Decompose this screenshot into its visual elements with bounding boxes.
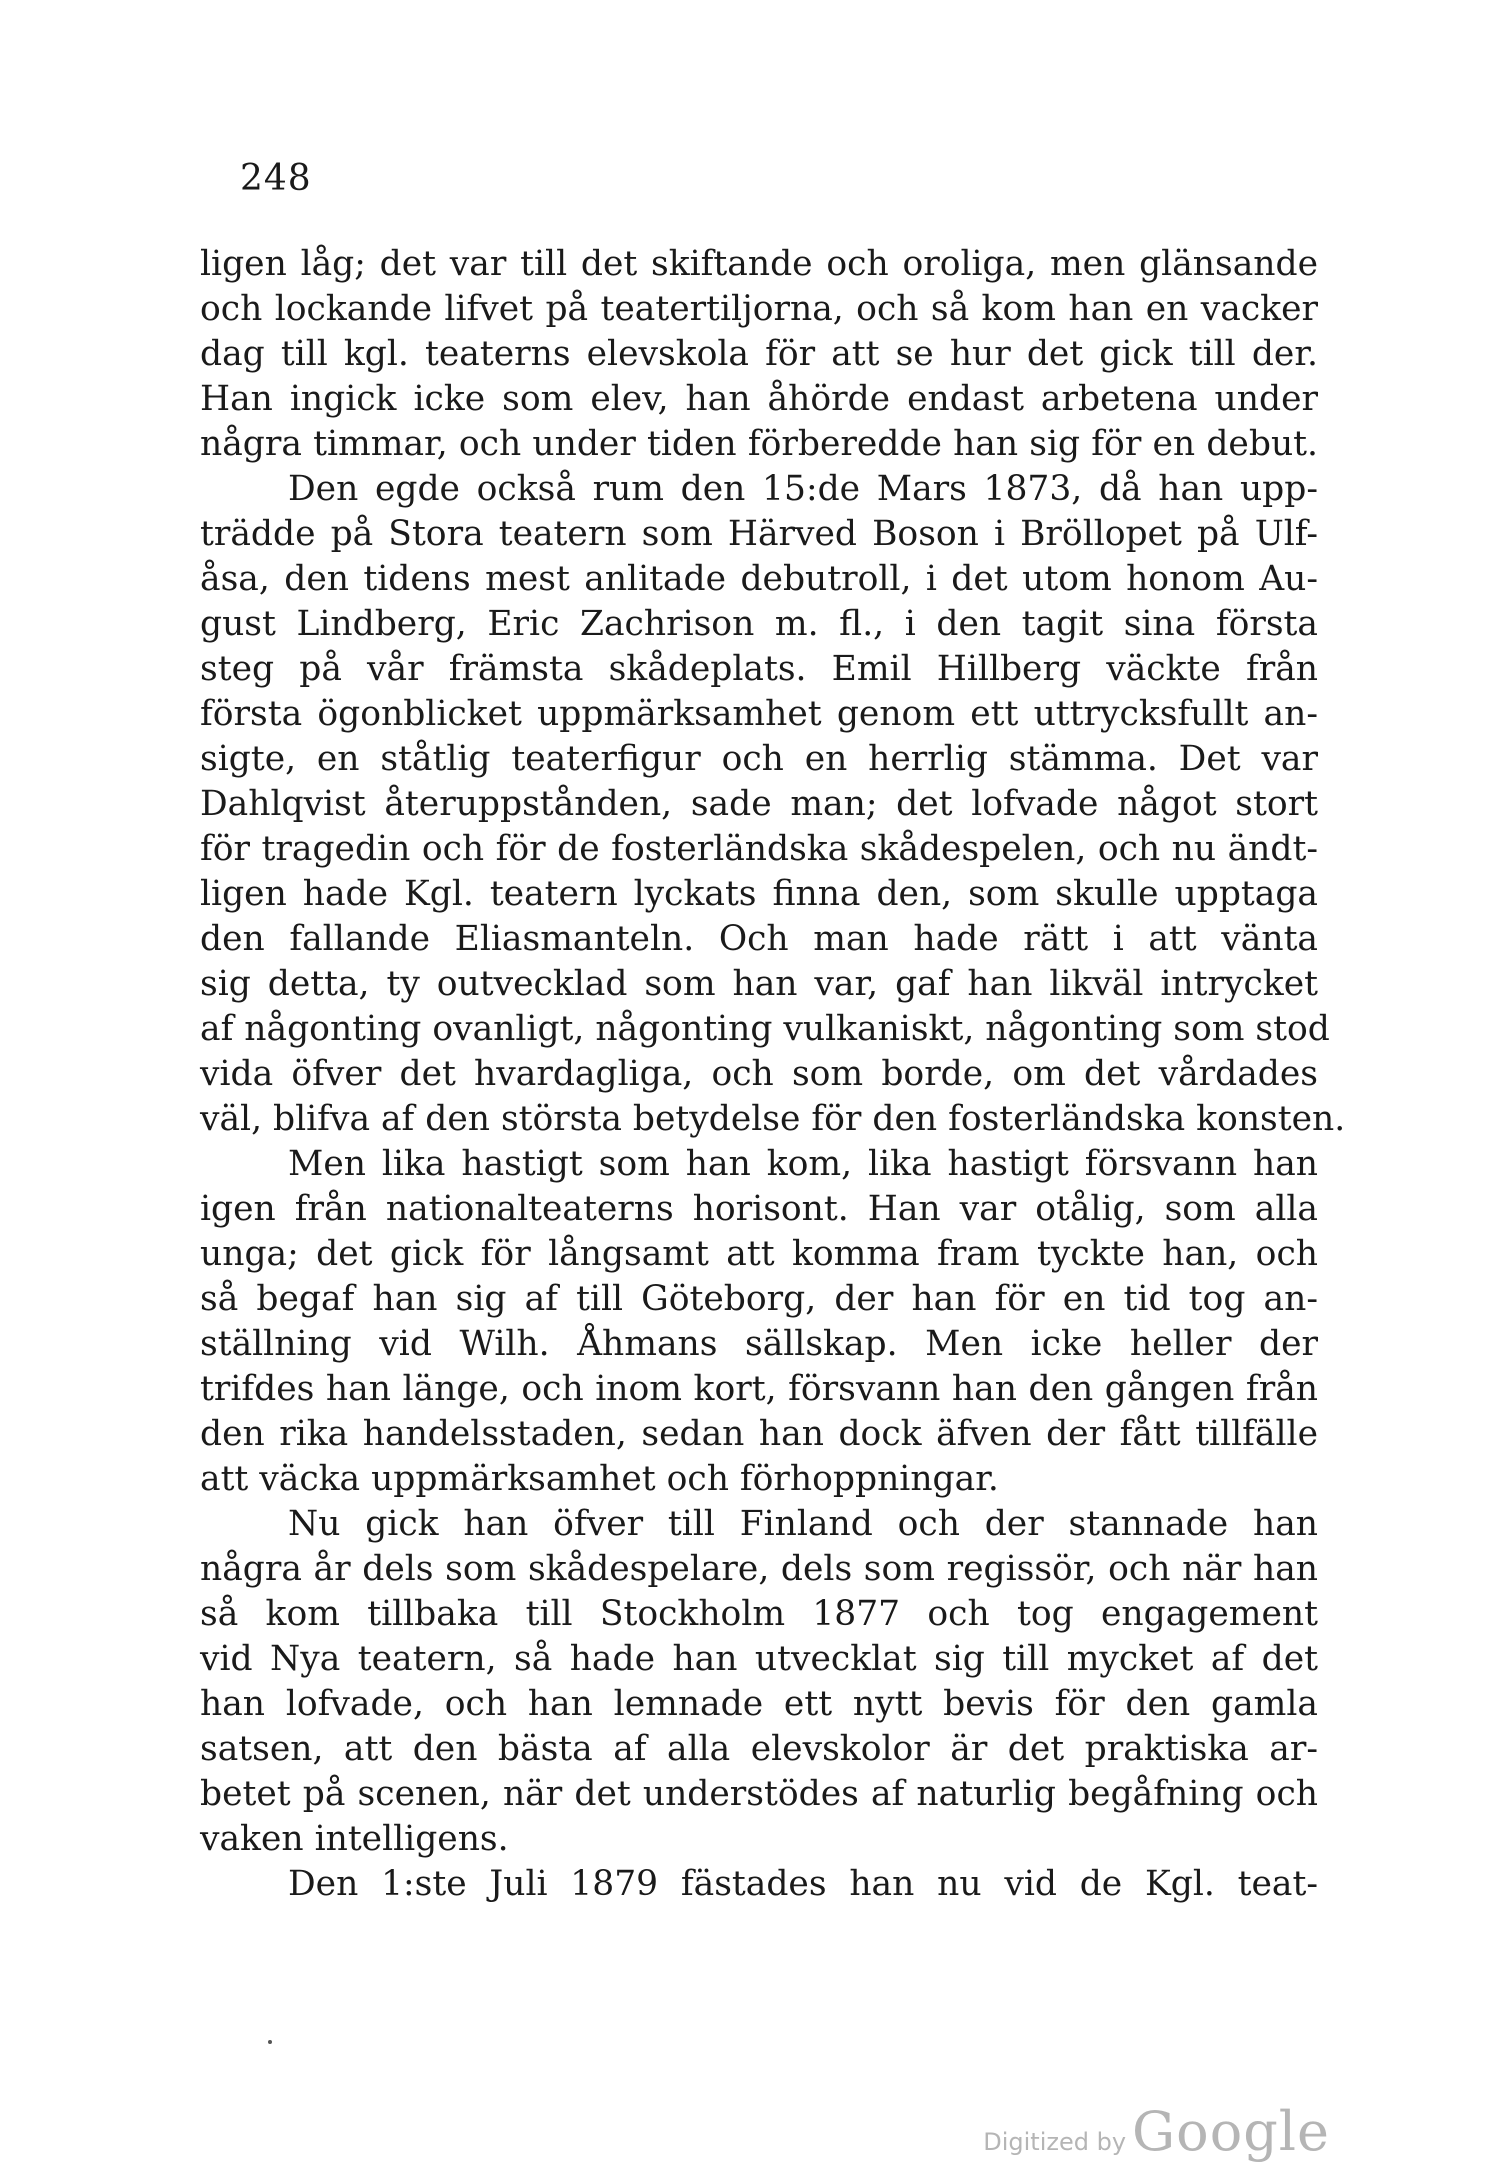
text-line: sig detta, ty outvecklad som han var, gaf han likväl intrycket [200,964,1318,1004]
text-line: att väcka uppmärksamhet och förhoppningar. [200,1459,999,1499]
text-line: ligen hade Kgl. teatern lyckats finna den, som skulle upptaga [200,874,1318,914]
text-line: ställning vid Wilh. Åhmans sällskap. Men icke heller der [200,1324,1318,1364]
text-line: vida öfver det hvardagliga, och som borde, om det vårdades [200,1054,1318,1094]
text-line: steg på vår främsta skådeplats. Emil Hillberg väckte från [200,649,1318,689]
text-line: trifdes han länge, och inom kort, försvann han den gången från [200,1369,1318,1409]
text-line: gust Lindberg, Eric Zachrison m. fl., i den tagit sina första [200,604,1318,644]
text-line: Den 1:ste Juli 1879 fästades han nu vid de Kgl. teat- [288,1864,1318,1904]
text-line: för tragedin och för de fosterländska skådespelen, och nu ändt- [200,829,1318,869]
text-line: första ögonblicket uppmärksamhet genom ett uttrycksfullt an- [200,694,1318,734]
text-line: åsa, den tidens mest anlitade debutroll, i det utom honom Au- [200,559,1318,599]
text-line: Den egde också rum den 15:de Mars 1873, då han upp- [288,469,1318,509]
digitized-watermark [983,2100,1330,2163]
body-text [200,242,1346,1907]
text-line: satsen, att den bästa af alla elevskolor är det praktiska ar- [200,1729,1318,1769]
text-line: Han ingick icke som elev, han åhörde endast arbetena under [200,379,1318,419]
text-line: Dahlqvist återuppstånden, sade man; det lofvade något stort [200,784,1318,824]
text-line: och lockande lifvet på teatertiljorna, och så kom han en vacker [200,289,1318,329]
text-line: dag till kgl. teaterns elevskola för att se hur det gick till der. [200,334,1318,374]
page-number: 248 [240,158,312,199]
text-line: några år dels som skådespelare, dels som regissör, och när han [200,1549,1318,1589]
text-line: den rika handelsstaden, sedan han dock äfven der fått tillfälle [200,1414,1318,1454]
text-line: vid Nya teatern, så hade han utvecklat sig till mycket af det [200,1639,1318,1679]
text-line: den fallande Eliasmanteln. Och man hade rätt i att vänta [200,919,1318,959]
text-line: vaken intelligens. [200,1819,509,1859]
text-line: så kom tillbaka till Stockholm 1877 och tog engagement [200,1594,1318,1634]
text-line: så begaf han sig af till Göteborg, der han för en tid tog an- [200,1279,1318,1319]
text-line: betet på scenen, när det understödes af naturlig begåfning och [200,1774,1318,1814]
text-line: Nu gick han öfver till Finland och der stannade han [288,1504,1318,1544]
text-line: Men lika hastigt som han kom, lika hastigt försvann han [288,1144,1318,1184]
text-line: ligen låg; det var till det skiftande och oroliga, men glänsande [200,244,1318,284]
text-line: några timmar, och under tiden förberedde han sig för en debut. [200,424,1318,464]
text-line: väl, blifva af den största betydelse för den fosterländska konsten. [200,1099,1346,1139]
watermark-prefix: Digitized by [983,2128,1127,2156]
text-line: sigte, en ståtlig teaterfigur och en herrlig stämma. Det var [200,739,1318,779]
text-line: trädde på Stora teatern som Härved Boson i Bröllopet på Ulf- [200,514,1318,554]
text-line: igen från nationalteaterns horisont. Han var otålig, som alla [200,1189,1318,1229]
text-line: han lofvade, och han lemnade ett nytt bevis för den gamla [200,1684,1318,1724]
text-line: unga; det gick för långsamt att komma fram tyckte han, och [200,1234,1318,1274]
speck [268,2040,272,2044]
watermark-brand: Google [1132,2100,1330,2163]
text-line: af någonting ovanligt, någonting vulkaniskt, någonting som stod [200,1009,1330,1049]
